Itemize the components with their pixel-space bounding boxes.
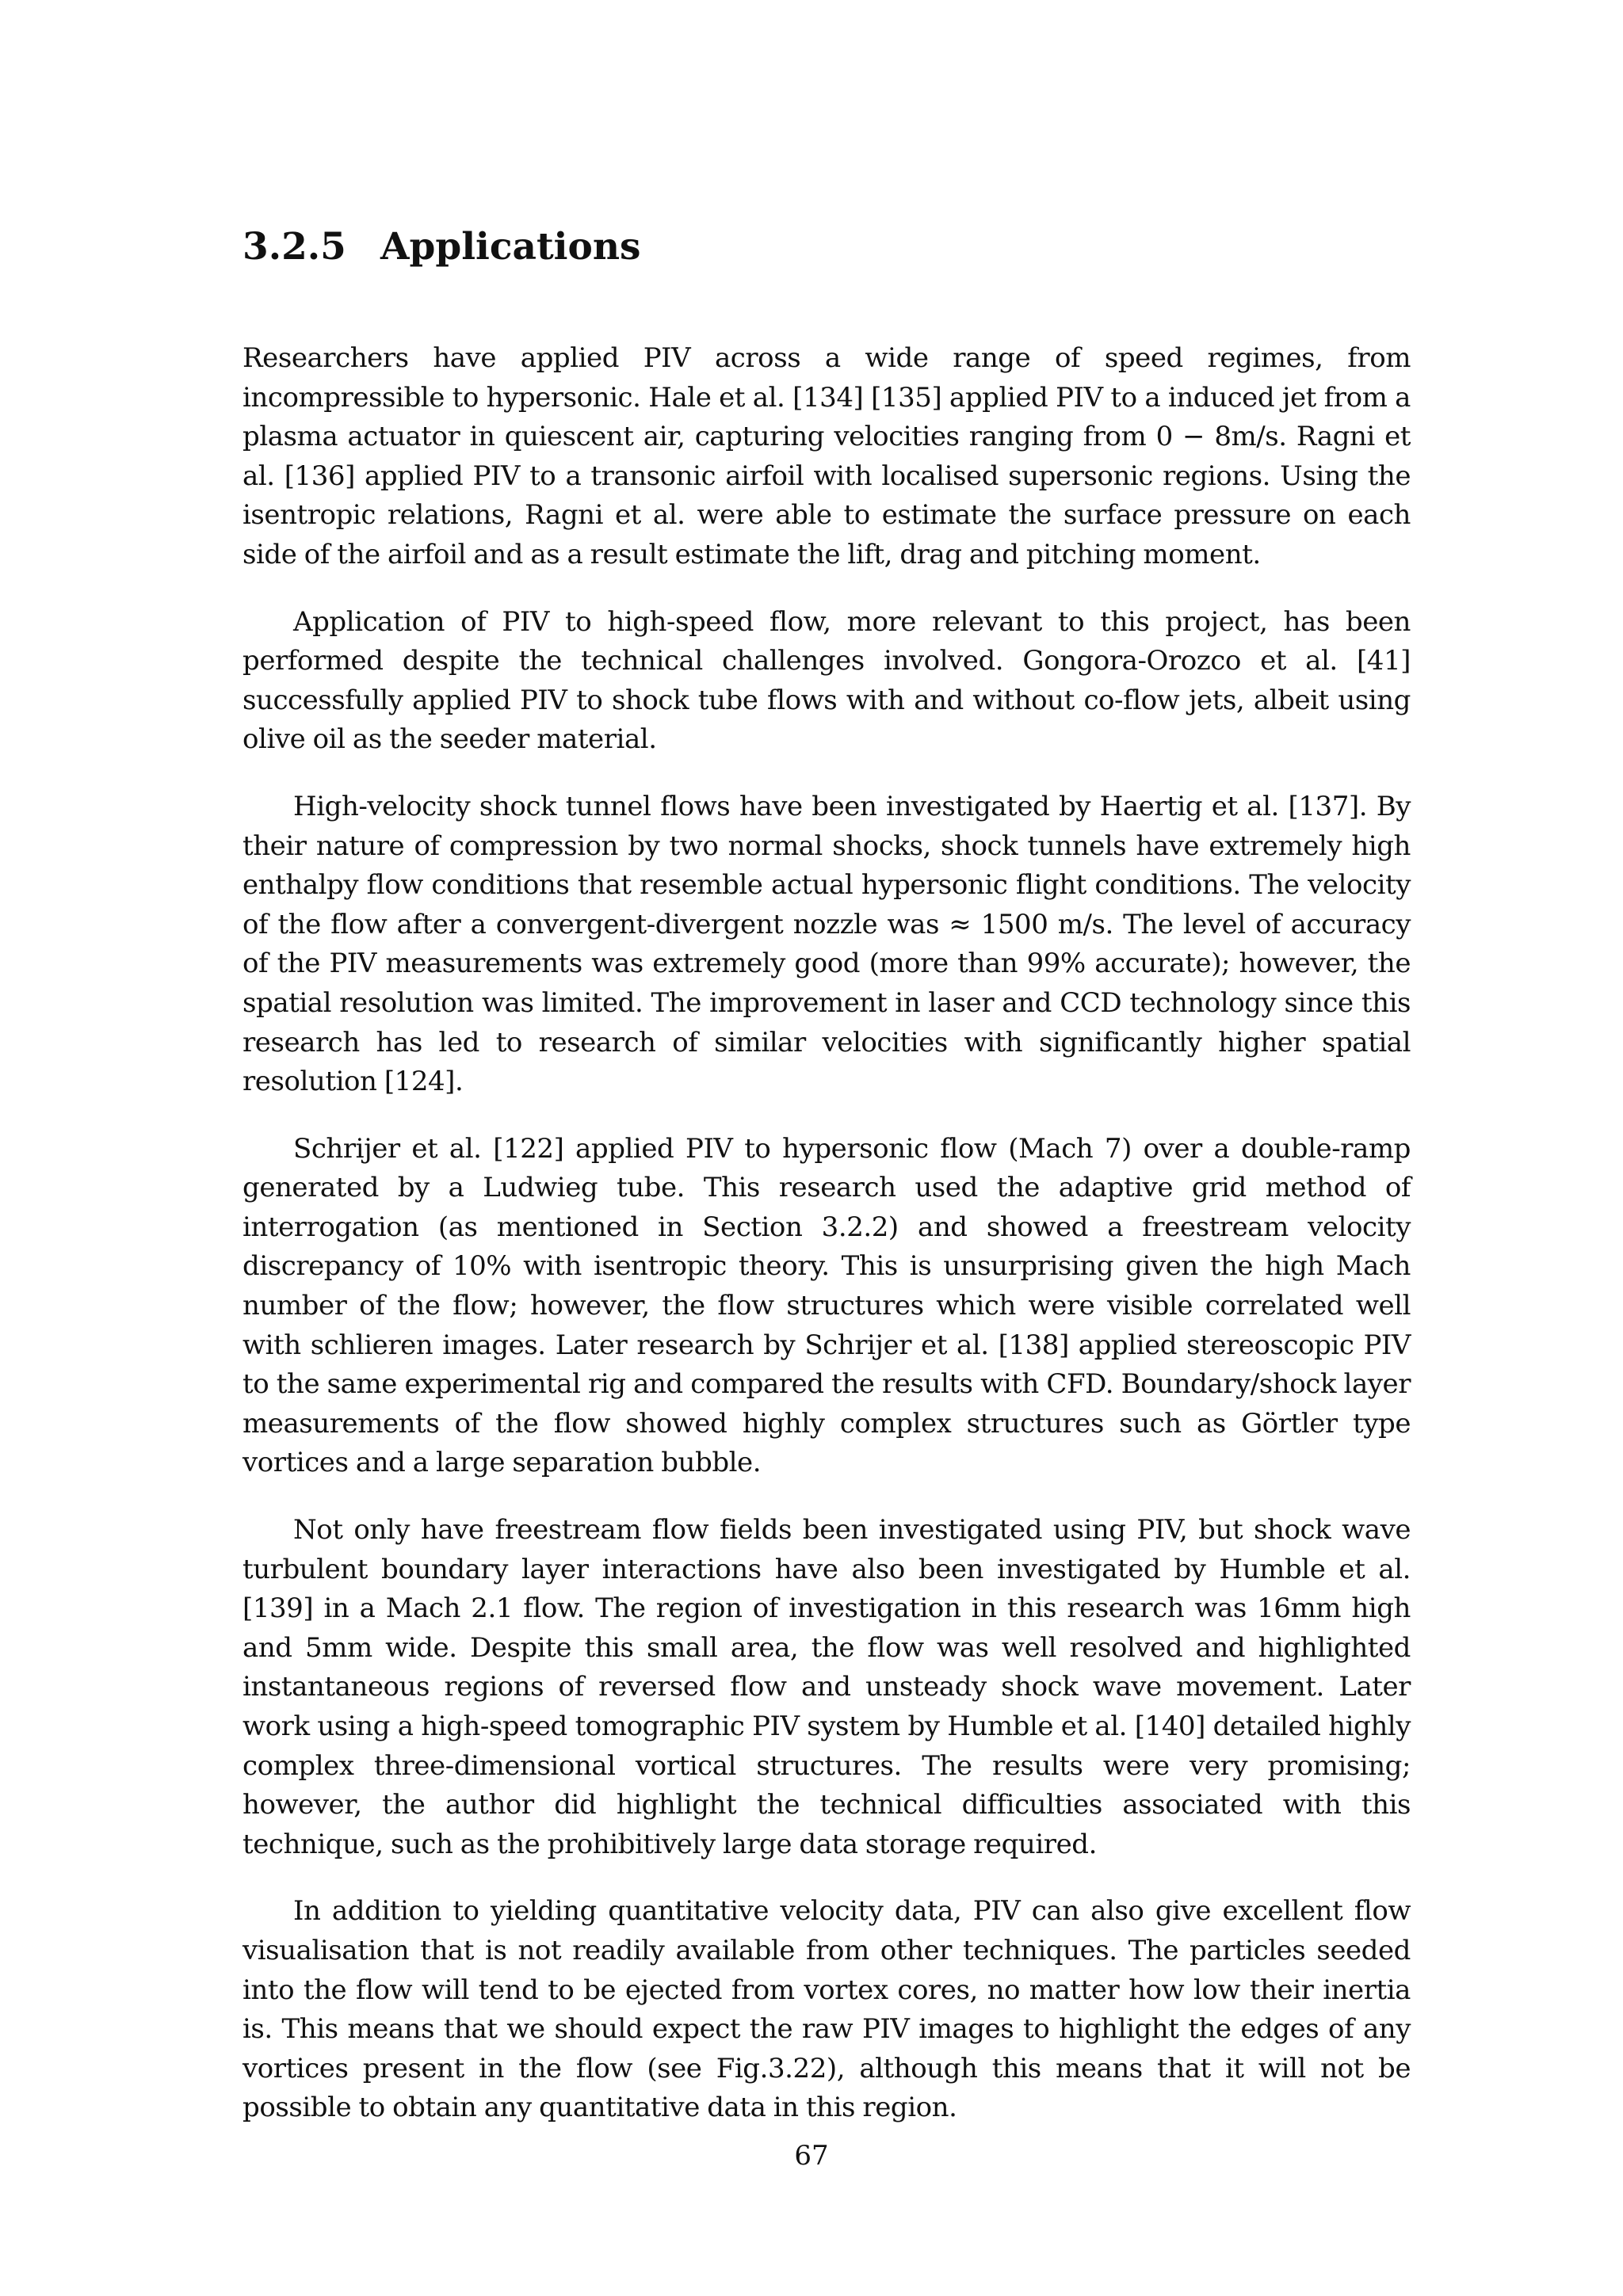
section-heading	[242, 223, 641, 271]
section-number: 3.2.5	[242, 225, 346, 269]
paragraph-1: Researchers have applied PIV across a wide range of speed regimes, from incompressible to hypersonic. Hale et al. [134] [135] applied PIV to a induced jet from a plasma actuator in quiescent air, capturing velocities ranging from 0 − 8m/s. Ragni et al. [136] applied PIV to a transonic airfoil with localised supersonic regions. Using the isentropic relations, Ragni et al. were able to estimate the surface pressure on each side of the airfoil and as a result estimate the lift, drag and pitching moment.	[242, 342, 1411, 570]
paragraph-2: Application of PIV to high-speed flow, more relevant to this project, has been performed despite the technical challenges involved. Gongora-Orozco et al. [41] successfully applied PIV to shock tube flows with and without co-flow jets, albeit using olive oil as the seeder material.	[242, 605, 1411, 756]
body-text	[242, 339, 1411, 2156]
section-title: Applications	[380, 225, 641, 269]
paragraph-4: Schrijer et al. [122] applied PIV to hypersonic flow (Mach 7) over a double-ramp generated by a Ludwieg tube. This research used the adaptive grid method of interrogation (as mentioned in Section 3.2.2) and showed a freestream velocity discrepancy of 10% with isentropic theory. This is unsurprising given the high Mach number of the flow; however, the flow structures which were visible correlated well with schlieren images. Later research by Schrijer et al. [138] applied stereoscopic PIV to the same experimental rig and compared the results with CFD. Boundary/shock layer measurements of the flow showed highly complex structures such as Görtler type vortices and a large separation bubble.	[242, 1132, 1411, 1479]
page-number: 67	[794, 2140, 829, 2172]
paragraph-3: High-velocity shock tunnel flows have been investigated by Haertig et al. [137]. By their nature of compression by two normal shocks, shock tunnels have extremely high enthalpy flow conditions that resemble actual hypersonic flight conditions. The velocity of the flow after a convergent-divergent nozzle was ≈ 1500 m/s. The level of accuracy of the PIV measurements was extremely good (more than 99% accurate); however, the spatial resolution was limited. The improvement in laser and CCD technology since this research has led to research of similar velocities with significantly higher spatial resolution [124].	[242, 790, 1411, 1098]
paragraph-6: In addition to yielding quantitative velocity data, PIV can also give excellent flow visualisation that is not readily available from other techniques. The particles seeded into the flow will tend to be ejected from vortex cores, no matter how low their inertia is. This means that we should expect the raw PIV images to highlight the edges of any vortices present in the flow (see Fig.3.22), although this means that it will not be possible to obtain any quantitative data in this region.	[242, 1895, 1411, 2124]
paragraph-5: Not only have freestream flow fields been investigated using PIV, but shock wave turbulent boundary layer interactions have also been investigated by Humble et al. [139] in a Mach 2.1 flow. The region of investigation in this research was 16mm high and 5mm wide. Despite this small area, the flow was well resolved and highlighted instantaneous regions of reversed flow and unsteady shock wave movement. Later work using a high-speed tomographic PIV system by Humble et al. [140] detailed highly complex three-dimensional vortical structures. The results were very promising; however, the author did highlight the technical difficulties associated with this technique, such as the prohibitively large data storage required.	[242, 1514, 1411, 1860]
